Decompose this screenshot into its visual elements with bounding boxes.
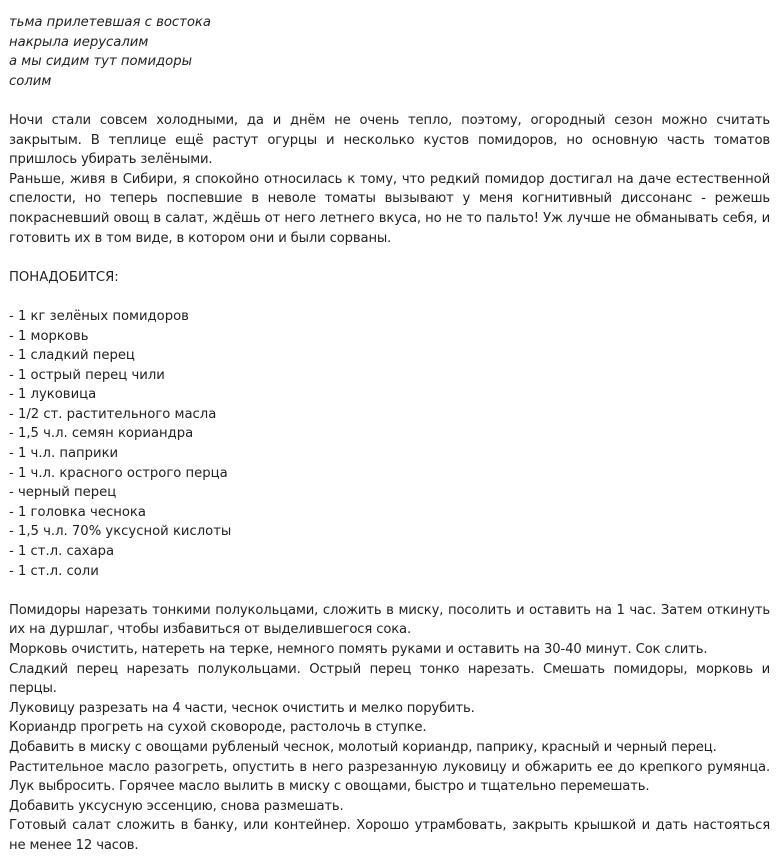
step-paragraph: Добавить уксусную эссенцию, снова размешать. — [9, 798, 344, 814]
ingredient-item: - 1 ст.л. сахара — [9, 544, 115, 560]
poem-line: тьма прилетевшая с востока — [9, 15, 211, 30]
ingredient-item: - 1 острый перец чили — [9, 367, 165, 383]
spacer — [9, 248, 770, 268]
ingredient-item: - 1 луковица — [9, 387, 97, 403]
spacer — [9, 287, 770, 307]
ingredient-item: - черный перец — [9, 485, 117, 501]
step-paragraph: Луковицу разрезать на 4 части, чеснок очистить и мелко порубить. — [9, 700, 475, 716]
ingredient-item: - 1 кг зелёных помидоров — [9, 308, 189, 324]
ingredient-item: - 1 морковь — [9, 328, 89, 344]
ingredient-item: - 1,5 ч.л. 70% уксусной кислоты — [9, 524, 232, 540]
poem-line: солим — [9, 73, 52, 89]
ingredient-item: - 1 ч.л. паприки — [9, 446, 119, 462]
ingredient-item: - 1,5 ч.л. семян кориандра — [9, 426, 194, 442]
step-paragraph: Готовый салат сложить в банку, или контейнер. Хорошо утрамбовать, закрыть крышкой и дать настояться не менее 12 часов. — [9, 818, 770, 853]
ingredient-item: - 1 ч.л. красного острого перца — [9, 465, 228, 481]
step-paragraph: Помидоры нарезать тонкими полукольцами, сложить в миску, посолить и оставить на 1 час. Затем откинуть их на дуршлаг, чтобы избавиться от выделившегося сока. — [9, 602, 770, 638]
intro-paragraph: Раньше, живя в Сибири, я спокойно относилась к тому, что редкий помидор достигал на даче естественной спелости, но теперь поспевшие в неволе томаты вызывают у меня когнитивный диссонанс - режешь покрасневший овощ в салат, ждёшь от него летнего вкуса, но не то пальто! Уж лучше не обманывать себя, и готовить их в том виде, в котором они и были сорваны. — [9, 171, 770, 246]
instructions — [9, 601, 770, 856]
ingredient-item: - 1/2 ст. растительного масла — [9, 406, 217, 422]
step-paragraph: Морковь очистить, натереть на терке, немного помять руками и оставить на 30-40 минут. Сок слить. — [9, 642, 708, 657]
ingredient-item: - 1 ст.л. соли — [9, 563, 99, 579]
ingredients-list — [9, 307, 770, 581]
ingredient-item: - 1 сладкий перец — [9, 348, 135, 364]
ingredient-item: - 1 головка чеснока — [9, 504, 146, 520]
step-paragraph: Сладкий перец нарезать полукольцами. Острый перец тонко нарезать. Смешать помидоры, морковь и перцы. — [9, 661, 770, 697]
spacer — [9, 91, 770, 111]
article-body — [9, 13, 770, 856]
poem-line: а мы сидим тут помидоры — [9, 54, 193, 70]
spacer — [9, 581, 770, 601]
step-paragraph: Растительное масло разогреть, опустить в него разрезанную луковицу и обжарить ее до крепкого румянца. Лук выбросить. Горячее масло вылить в миску с овощами, быстро и тщательно перемешать. — [9, 759, 770, 795]
step-paragraph: Добавить в миску с овощами рубленый чеснок, молотый кориандр, паприку, красный и черный перец. — [9, 739, 717, 755]
poem-line: накрыла иерусалим — [9, 34, 149, 50]
step-paragraph: Кориандр прогреть на сухой сковороде, растолочь в ступке. — [9, 720, 427, 736]
ingredients-heading: ПОНАДОБИТСЯ: — [9, 269, 119, 285]
intro-paragraph: Ночи стали совсем холодными, да и днём не очень тепло, поэтому, огородный сезон можно считать закрытым. В теплице ещё растут огурцы и несколько кустов помидоров, но основную часть томатов пришлось убирать зелёными. — [9, 112, 770, 168]
epigraph-poem — [9, 13, 770, 91]
